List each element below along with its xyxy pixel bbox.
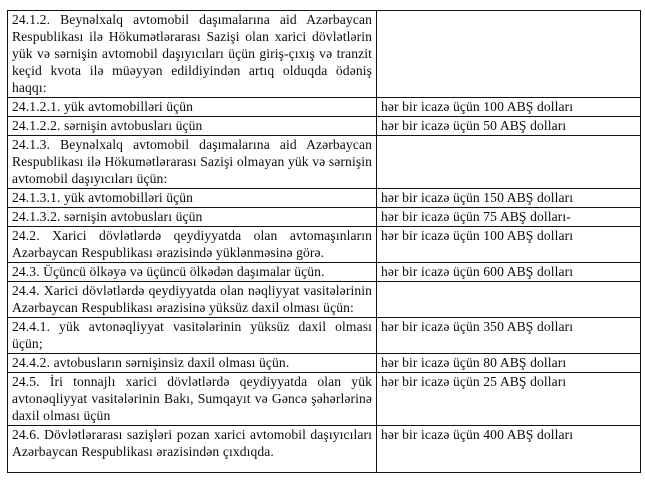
- item-description-cell: 24.1.3.2. sərnişin avtobusları üçün: [8, 208, 377, 227]
- fee-amount-cell: hər bir icazə üçün 350 ABŞ dolları: [377, 318, 641, 354]
- table-row: [8, 117, 641, 136]
- table-row: [8, 227, 641, 263]
- fee-amount-cell: hər bir icazə üçün 75 ABŞ dolları-: [377, 208, 641, 227]
- table-row: [8, 136, 641, 189]
- item-description-cell: 24.3. Üçüncü ölkəyə və üçüncü ölkədən daşımalar üçün.: [8, 263, 377, 282]
- item-description-cell: 24.4. Xarici dövlətlərdə qeydiyyatda olan nəqliyyat vasitələrinin Azərbaycan Respublikası ərazisinə yüksüz daxil olması üçün:: [8, 282, 377, 318]
- fees-table-body: [8, 11, 641, 473]
- fee-amount-cell: hər bir icazə üçün 600 ABŞ dolları: [377, 263, 641, 282]
- table-row: [8, 318, 641, 354]
- fee-amount-cell: [377, 282, 641, 318]
- table-row: [8, 263, 641, 282]
- table-row: [8, 426, 641, 473]
- fee-amount-cell: hər bir icazə üçün 100 ABŞ dolları: [377, 227, 641, 263]
- table-row: [8, 373, 641, 426]
- fee-amount-cell: hər bir icazə üçün 400 ABŞ dolları: [377, 426, 641, 473]
- item-description-cell: 24.1.3. Beynəlxalq avtomobil daşımalarına aid Azərbaycan Respublikası ilə Hökumətlərarası Sazişi olmayan yük və sərnişin avtomobil daşıyıcıları üçün:: [8, 136, 377, 189]
- item-description-cell: 24.6. Dövlətlərarası sazişləri pozan xarici avtomobil daşıyıcıları Azərbaycan Respublikası ərazisindən çıxdıqda.: [8, 426, 377, 473]
- fee-amount-cell: hər bir icazə üçün 100 ABŞ dolları: [377, 98, 641, 117]
- fee-amount-cell: hər bir icazə üçün 25 ABŞ dolları: [377, 373, 641, 426]
- item-description-cell: 24.2. Xarici dövlətlərdə qeydiyyatda olan avtomaşınların Azərbaycan Respublikası ərazisində yüklənməsinə görə.: [8, 227, 377, 263]
- fee-amount-cell: [377, 11, 641, 98]
- fee-amount-cell: [377, 136, 641, 189]
- fee-amount-cell: hər bir icazə üçün 80 ABŞ dolları: [377, 354, 641, 373]
- item-description-cell: 24.1.3.1. yük avtomobilləri üçün: [8, 189, 377, 208]
- table-row: [8, 282, 641, 318]
- table-row: [8, 11, 641, 98]
- fees-table: [7, 10, 641, 473]
- item-description-cell: 24.1.2. Beynəlxalq avtomobil daşımalarına aid Azərbaycan Respublikası ilə Hökumətlərarası Sazişi olan xarici dövlətlərin yük və sərnişin avtomobil daşıyıcıları üçün giriş-çıxış və tranzit keçid kvota ilə müəyyən edildiyindən artıq olduqda ödəniş haqqı:: [8, 11, 377, 98]
- fee-amount-cell: hər bir icazə üçün 150 ABŞ dolları: [377, 189, 641, 208]
- item-description-cell: 24.4.2. avtobusların sərnişinsiz daxil olması üçün.: [8, 354, 377, 373]
- fee-amount-cell: hər bir icazə üçün 50 ABŞ dolları: [377, 117, 641, 136]
- table-row: [8, 98, 641, 117]
- table-row: [8, 354, 641, 373]
- item-description-cell: 24.1.2.1. yük avtomobilləri üçün: [8, 98, 377, 117]
- item-description-cell: 24.4.1. yük avtonəqliyyat vasitələrinin yüksüz daxil olması üçün;: [8, 318, 377, 354]
- table-row: [8, 208, 641, 227]
- item-description-cell: 24.5. İri tonnajlı xarici dövlətlərdə qeydiyyatda olan yük avtonəqliyyat vasitələrinin Bakı, Sumqayıt və Gəncə şəhərlərinə daxil olması üçün: [8, 373, 377, 426]
- item-description-cell: 24.1.2.2. sərnişin avtobusları üçün: [8, 117, 377, 136]
- table-row: [8, 189, 641, 208]
